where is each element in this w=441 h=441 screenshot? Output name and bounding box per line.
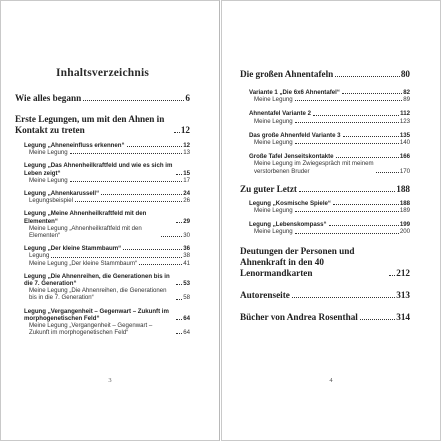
toc-entry[interactable]: Legung 38 xyxy=(29,252,190,260)
toc-entry[interactable]: Meine Legung „Ahnenheilkraftfeld mit den Elementen“ 30 xyxy=(29,224,190,240)
left-page xyxy=(0,0,220,441)
toc-entry[interactable]: Meine Legung „Vergangenheit – Gegenwart – Zukunft im morphogenetischen Feld“ 64 xyxy=(29,322,190,337)
toc-entry[interactable]: Meine Legung 200 xyxy=(254,228,410,236)
toc-entry[interactable]: Die großen Ahnentafeln 80 xyxy=(240,69,410,79)
toc-entry[interactable]: Meine Legung 123 xyxy=(254,117,410,125)
toc-entry[interactable]: Legung „Lebenskompass“ 199 xyxy=(249,221,410,229)
toc-entry[interactable]: Meine Legung im Zwiegespräch mit meinem verstorbenen Bruder 170 xyxy=(254,160,410,175)
toc-entry[interactable]: Ahnentafel Variante 2 112 xyxy=(249,110,410,118)
toc-entry[interactable]: Variante 1 „Die 6x6 Ahnentafel“ 82 xyxy=(249,89,410,96)
right-page xyxy=(221,0,441,441)
table-of-contents-right xyxy=(222,69,440,323)
toc-entry[interactable]: Bücher von Andrea Rosenthal 314 xyxy=(240,311,410,322)
toc-entry[interactable]: Legung „Ahnenkarussell“ 24 xyxy=(24,190,190,198)
toc-entry[interactable]: Das große Ahnenfeld Variante 3 135 xyxy=(249,131,410,139)
toc-entry[interactable]: Meine Legung 189 xyxy=(254,207,410,215)
table-of-contents-left xyxy=(1,67,219,342)
page-number-right: 4 xyxy=(329,377,333,384)
toc-entry[interactable]: Meine Legung 89 xyxy=(254,96,410,104)
toc-entry[interactable]: Große Tafel Jenseitskontakte 166 xyxy=(249,153,410,161)
toc-title: Inhaltsverzeichnis xyxy=(55,67,150,79)
toc-entry[interactable]: Legung „Kosmische Spiele“ 188 xyxy=(249,199,410,207)
toc-entry[interactable]: Meine Legung 140 xyxy=(254,139,410,147)
toc-entry[interactable]: Legung „Die Ahnenreihen, die Generationen bis in die 7. Generation“ 53 xyxy=(24,272,190,288)
page-number-left: 3 xyxy=(108,377,112,384)
toc-entry[interactable]: Legung „Der kleine Stammbaum“ 36 xyxy=(24,245,190,253)
toc-entry[interactable]: Legungsbeispiel 26 xyxy=(29,197,190,205)
toc-entry[interactable]: Deutungen der Personen und Ahnenkraft in den 40 Lenormandkarten 212 xyxy=(240,245,410,278)
toc-entry[interactable]: Zu guter Letzt 188 xyxy=(240,183,410,194)
toc-entry[interactable]: Meine Legung „Der kleine Stammbaum“ 41 xyxy=(29,259,190,267)
toc-entry[interactable]: Legung „Ahneneinfluss erkennen“ 12 xyxy=(24,142,190,149)
toc-entry[interactable]: Meine Legung 17 xyxy=(29,176,190,184)
toc-entry[interactable]: Legung „Vergangenheit – Gegenwart – Zukunft im morphogenetischen Feld“ 64 xyxy=(24,307,190,322)
toc-entry[interactable]: Legung „Meine Ahnenheilkraftfeld mit den Elementen“ 29 xyxy=(24,210,190,225)
toc-entry[interactable]: Erste Legungen, um mit den Ahnen in Kontakt zu treten 12 xyxy=(15,114,190,135)
toc-entry[interactable]: Meine Legung „Die Ahnenreihen, die Generationen bis in die 7. Generation“ 58 xyxy=(29,287,190,302)
toc-entry[interactable]: Legung „Das Ahnenheilkraftfeld und wie es sich im Leben zeigt“ 15 xyxy=(24,162,190,177)
toc-entry[interactable]: Meine Legung 13 xyxy=(29,149,190,157)
toc-entry[interactable]: Wie alles begann 6 xyxy=(15,93,190,103)
toc-entry[interactable]: Autorenseite 313 xyxy=(240,289,410,300)
